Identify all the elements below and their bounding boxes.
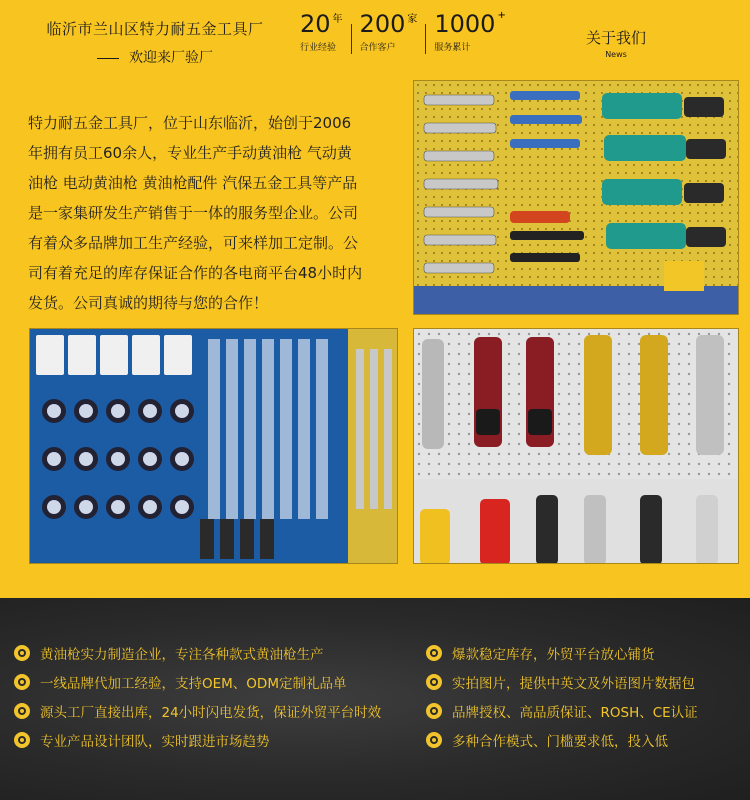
- bullet-icon: [426, 703, 442, 719]
- features-left-column: [14, 638, 381, 754]
- stat-service: [426, 10, 513, 53]
- feature-item: [426, 667, 698, 696]
- intro-line: 特力耐五金工具厂，位于山东临沂，始创于2006: [28, 114, 352, 132]
- feature-text: 品牌授权、高品质保证、ROSH、CE认证: [452, 704, 698, 721]
- stat-unit: 年: [332, 14, 343, 25]
- stat-unit: +: [497, 10, 506, 21]
- feature-text: 一线品牌代加工经验，支持OEM、ODM定制礼品单: [40, 675, 347, 692]
- welcome-line: [40, 47, 270, 67]
- feature-item: [14, 696, 381, 725]
- bullet-icon: [14, 732, 30, 748]
- stat-years: [292, 10, 351, 53]
- stat-caption: 服务累计: [434, 43, 471, 53]
- intro-line: 有着众多品牌加工生产经验，可来样加工定制。公: [28, 234, 359, 252]
- bullet-icon: [14, 703, 30, 719]
- feature-item: [14, 667, 381, 696]
- tire-gauge-display-photo: [29, 328, 398, 564]
- bullet-icon: [426, 674, 442, 690]
- feature-text: 专业产品设计团队，实时跟进市场趋势: [40, 733, 270, 750]
- feature-text: 黄油枪实力制造企业，专注各种款式黄油枪生产: [40, 646, 324, 663]
- features-right-column: [426, 638, 698, 754]
- feature-text: 爆款稳定库存，外贸平台放心铺货: [452, 646, 655, 663]
- feature-text: 实拍图片，提供中英文及外语图片数据包: [452, 675, 695, 692]
- intro-line: 发货。公司真诚的期待与您的合作！: [28, 294, 269, 312]
- welcome-text: 欢迎来厂验厂: [129, 50, 213, 66]
- stat-clients: [352, 10, 426, 53]
- features-panel: [0, 598, 750, 800]
- feature-text: 多种合作模式、门槛要求低，投入低: [452, 733, 668, 750]
- company-header: [40, 18, 270, 67]
- dash-decoration: [97, 58, 119, 59]
- tire-gauge-illustration: [30, 329, 398, 564]
- feature-item: [14, 638, 381, 667]
- stat-number: 200: [359, 10, 406, 38]
- grease-gun-rack-photo: [413, 328, 739, 564]
- about-us-heading: [574, 27, 658, 59]
- stat-caption: 行业经验: [300, 43, 337, 53]
- company-intro: [28, 108, 398, 318]
- stat-caption: 合作客户: [359, 43, 396, 53]
- company-name: 临沂市兰山区特力耐五金工具厂: [46, 20, 264, 38]
- stat-unit: 家: [407, 14, 418, 25]
- about-title: 关于我们: [585, 29, 646, 47]
- feature-item: [14, 725, 381, 754]
- bullet-icon: [14, 645, 30, 661]
- intro-line: 司有着充足的库存保证合作的各电商平台48小时内: [28, 264, 363, 282]
- intro-line: 年拥有员工60余人，专业生产手动黄油枪 气动黄: [28, 144, 352, 162]
- stats-bar: [292, 10, 514, 54]
- stat-number: 20: [300, 10, 331, 38]
- bullet-icon: [426, 645, 442, 661]
- feature-item: [426, 696, 698, 725]
- bullet-icon: [426, 732, 442, 748]
- feature-item: [426, 638, 698, 667]
- stat-number: 1000: [434, 10, 496, 38]
- intro-line: 油枪 电动黄油枪 黄油枪配件 汽保五金工具等产品: [28, 174, 358, 192]
- tool-wall-illustration: [414, 81, 739, 315]
- feature-item: [426, 725, 698, 754]
- bullet-icon: [14, 674, 30, 690]
- feature-text: 源头工厂直接出库，24小时闪电发货，保证外贸平台时效: [40, 704, 382, 721]
- about-subtitle: News: [605, 50, 627, 59]
- tool-wall-grease-guns-photo: [413, 80, 739, 315]
- grease-gun-rack-illustration: [414, 329, 739, 564]
- intro-line: 是一家集研发生产销售于一体的服务型企业。公司: [28, 204, 359, 222]
